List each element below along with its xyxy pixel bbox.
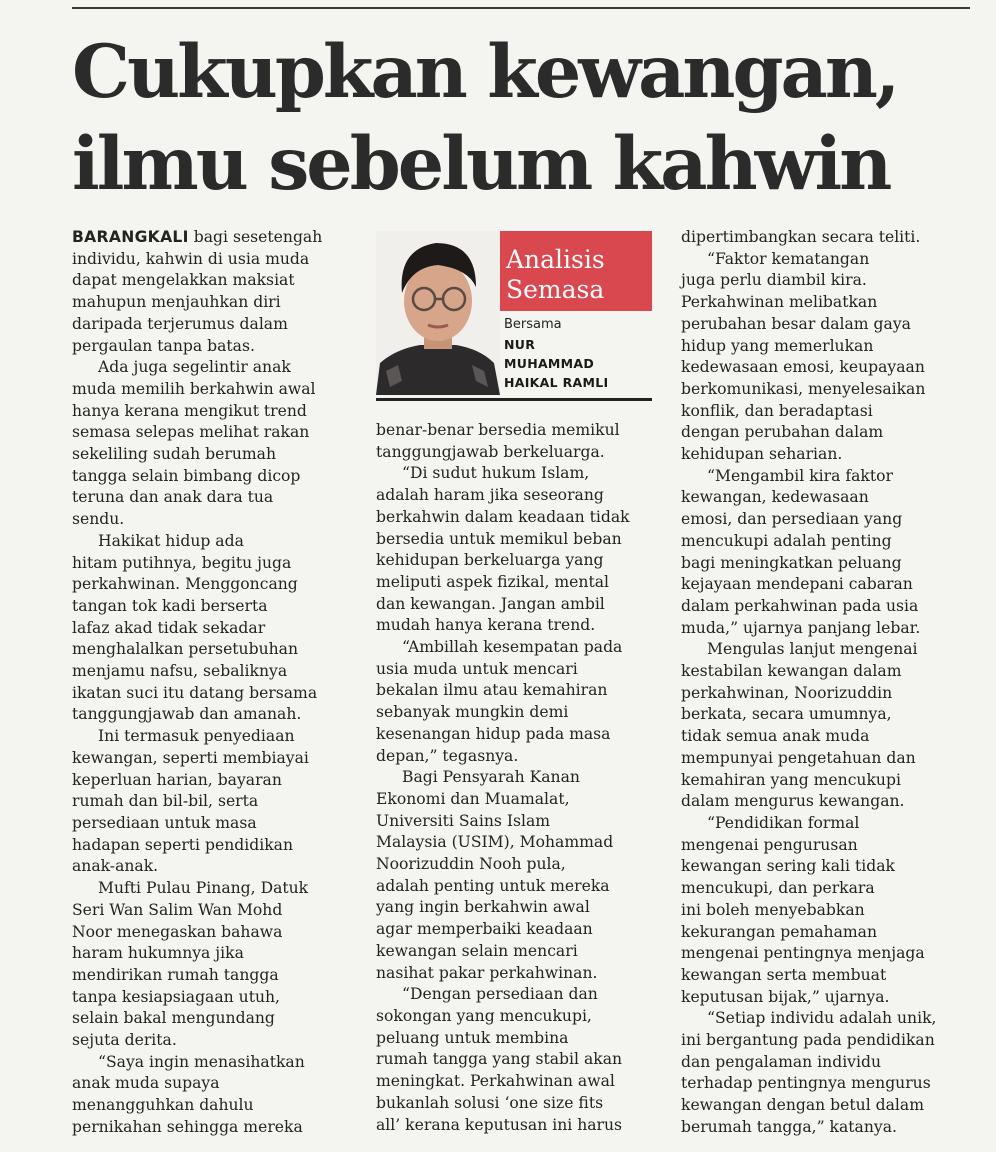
- text-line: mahupun menjauhkan diri: [72, 293, 281, 312]
- text-line: anak-anak.: [72, 857, 159, 876]
- text-line: hidup yang memerlukan: [681, 336, 874, 355]
- text-line: dipertimbangkan secara teliti.: [681, 228, 921, 246]
- article-column-1: [72, 227, 354, 1139]
- text-line: mengenai pentingnya menjaga: [681, 944, 925, 963]
- text-line: sendu.: [72, 510, 125, 529]
- text-line: haram hukumnya jika: [72, 944, 244, 963]
- text-line: juga perlu diambil kira.: [681, 271, 867, 290]
- text-line: daripada terjerumus dalam: [72, 314, 288, 333]
- text-line: dan pengalaman individu: [681, 1052, 882, 1071]
- text-line: berkomunikasi, menyelesaikan: [681, 379, 926, 398]
- text-line: sejuta derita.: [72, 1031, 177, 1050]
- paragraph-start-line: Mufti Pulau Pinang, Datuk: [98, 879, 309, 898]
- paragraph-start-line: Bagi Pensyarah Kanan: [402, 768, 580, 787]
- text-line: sokongan yang mencukupi,: [376, 1006, 592, 1025]
- text-line: kesenangan hidup pada masa: [376, 724, 611, 743]
- paragraph-start-line: Ada juga segelintir anak: [98, 358, 291, 377]
- paragraph-start-line: “Pendidikan formal: [707, 813, 860, 832]
- text-line: kejayaan mendepani cabaran: [681, 575, 913, 594]
- text-line: kewangan serta membuat: [681, 965, 887, 984]
- text-line: kewangan, kedewasaan: [681, 488, 869, 507]
- text-line: pernikahan sehingga mereka: [72, 1117, 303, 1136]
- text-line: sebanyak mungkin demi: [376, 703, 569, 722]
- text-line: perkahwinan. Menggoncang: [72, 575, 298, 594]
- paragraph-start-line: “Dengan persediaan dan: [402, 985, 598, 1004]
- text-line: kestabilan kewangan dalam: [681, 662, 902, 681]
- column-title-line-1: Analisis: [506, 245, 605, 274]
- text-line: depan,” tegasnya.: [376, 746, 519, 765]
- text-line: individu, kahwin di usia muda: [72, 249, 310, 268]
- headline-line-2: ilmu sebelum kahwin: [72, 121, 890, 207]
- text-line: keputusan bijak,” ujarnya.: [681, 987, 890, 1006]
- text-line: usia muda untuk mencari: [376, 659, 578, 678]
- column-title: [506, 245, 646, 305]
- lead-word: BARANGKALI: [72, 228, 189, 246]
- text-line: tanggungjawab dan amanah.: [72, 705, 302, 724]
- text-line: adalah penting untuk mereka: [376, 876, 610, 895]
- text-line: keperluan harian, bayaran: [72, 770, 282, 789]
- text-line: Seri Wan Salim Wan Mohd: [72, 900, 283, 919]
- headline-line-1: Cukupkan kewangan,: [72, 29, 898, 115]
- author-name-line-3: HAIKAL RAMLI: [504, 375, 609, 390]
- text-line: perkahwinan, Noorizuddin: [681, 683, 893, 702]
- text-line: sekeliling sudah berumah: [72, 445, 276, 464]
- author-name-line-1: NUR: [504, 337, 536, 352]
- text-line: kedewasaan emosi, keupayaan: [681, 358, 925, 377]
- text-line: ini bergantung pada pendidikan: [681, 1031, 935, 1050]
- text-line: kemahiran yang mencukupi: [681, 770, 901, 789]
- paragraph-start-line: “Ambillah kesempatan pada: [402, 638, 623, 657]
- text-line: all’ kerana keputusan ini harus: [376, 1115, 623, 1134]
- column-title-line-2: Semasa: [506, 275, 605, 304]
- text-line: agar memperbaiki keadaan: [376, 920, 593, 939]
- text-line: mendirikan rumah tangga: [72, 965, 279, 984]
- text-line: persediaan untuk masa: [72, 813, 257, 832]
- text-line: terhadap pentingnya mengurus: [681, 1074, 931, 1093]
- text-line: menjamu nafsu, sebaliknya: [72, 662, 288, 681]
- text-line: tangan tok kadi berserta: [72, 596, 268, 615]
- text-line: bekalan ilmu atau kemahiran: [376, 681, 608, 700]
- text-line: yang ingin berkahwin awal: [376, 898, 590, 917]
- column-1-line-1: [72, 227, 354, 249]
- author-name: [504, 335, 608, 392]
- text-line: kewangan sering kali tidak: [681, 857, 895, 876]
- text-line: selain bakal mengundang: [72, 1009, 275, 1028]
- author-name-line-2: MUHAMMAD: [504, 356, 595, 371]
- paragraph-start-line: “Di sudut hukum Islam,: [402, 464, 590, 483]
- text-line: tidak semua anak muda: [681, 727, 870, 746]
- text-line: dalam mengurus kewangan.: [681, 792, 905, 811]
- author-photo: [376, 231, 500, 395]
- lead-line-rest: bagi sesetengah: [188, 228, 323, 246]
- text-line: kewangan, seperti membiayai: [72, 748, 309, 767]
- text-line: meliputi aspek fizikal, mental: [376, 572, 610, 591]
- text-line: mudah hanya kerana trend.: [376, 616, 596, 635]
- top-rule: [72, 7, 970, 9]
- text-line: tanpa kesiapsiagaan utuh,: [72, 987, 281, 1006]
- text-line: dapat mengelakkan maksiat: [72, 271, 295, 290]
- text-line: berumah tangga,” katanya.: [681, 1117, 897, 1136]
- text-line: muda memilih berkahwin awal: [72, 379, 316, 398]
- text-line: pergaulan tanpa batas.: [72, 336, 255, 355]
- paragraph-start-line: “Faktor kematangan: [707, 249, 870, 268]
- text-line: mencukupi adalah penting: [681, 531, 892, 550]
- text-line: konflik, dan beradaptasi: [681, 401, 873, 420]
- text-line: ikatan suci itu datang bersama: [72, 683, 318, 702]
- text-line: peluang untuk membina: [376, 1028, 569, 1047]
- text-line: bagi meningkatkan peluang: [681, 553, 902, 572]
- text-line: Noorizuddin Nooh pula,: [376, 855, 566, 874]
- text-line: menghalalkan persetubuhan: [72, 640, 299, 659]
- text-line: dalam perkahwinan pada usia: [681, 596, 919, 615]
- text-line: adalah haram jika seseorang: [376, 486, 604, 505]
- text-line: mencukupi, dan perkara: [681, 879, 875, 898]
- text-line: berkata, secara umumnya,: [681, 705, 892, 724]
- text-line: emosi, dan persediaan yang: [681, 510, 903, 529]
- text-line: kehidupan seharian.: [681, 445, 843, 464]
- text-line: nasihat pakar perkahwinan.: [376, 963, 598, 982]
- text-line: lafaz akad tidak sekadar: [72, 618, 266, 637]
- text-line: bukanlah solusi ‘one size fits: [376, 1093, 604, 1112]
- text-line: perubahan besar dalam gaya: [681, 314, 911, 333]
- article-column-3: [681, 227, 971, 1139]
- text-line: rumah tangga yang stabil akan: [376, 1050, 623, 1069]
- text-line: menangguhkan dahulu: [72, 1096, 254, 1115]
- paragraph-start-line: Mengulas lanjut mengenai: [707, 640, 918, 659]
- headline: [72, 26, 972, 210]
- text-line: semasa selepas melihat rakan: [72, 423, 310, 442]
- text-line: rumah dan bil-bil, serta: [72, 792, 259, 811]
- paragraph-start-line: Hakikat hidup ada: [98, 531, 244, 550]
- text-line: mempunyai pengetahuan dan: [681, 748, 916, 767]
- text-line: tanggungjawab berkeluarga.: [376, 442, 605, 461]
- text-line: Malaysia (USIM), Mohammad: [376, 833, 614, 852]
- text-line: mengenai pengurusan: [681, 835, 858, 854]
- text-line: ini boleh menyebabkan: [681, 900, 865, 919]
- text-line: anak muda supaya: [72, 1074, 220, 1093]
- text-line: teruna dan anak dara tua: [72, 488, 274, 507]
- column-byline-box: [376, 231, 652, 401]
- text-line: meningkat. Perkahwinan awal: [376, 1072, 615, 1091]
- text-line: hanya kerana mengikut trend: [72, 401, 307, 420]
- paragraph-start-line: “Mengambil kira faktor: [707, 466, 893, 485]
- byline-with-label: Bersama: [504, 317, 562, 332]
- paragraph-start-line: “Setiap individu adalah unik,: [707, 1009, 937, 1028]
- text-line: Perkahwinan melibatkan: [681, 293, 878, 312]
- paragraph-start-line: Ini termasuk penyediaan: [98, 727, 295, 746]
- text-line: tangga selain bimbang dicop: [72, 466, 301, 485]
- text-line: berkahwin dalam keadaan tidak: [376, 507, 630, 526]
- text-line: hitam putihnya, begitu juga: [72, 553, 292, 572]
- text-line: dengan perubahan dalam: [681, 423, 884, 442]
- text-line: kewangan selain mencari: [376, 941, 578, 960]
- article-column-2: [376, 420, 658, 1136]
- author-portrait-icon: [376, 231, 500, 395]
- text-line: dan kewangan. Jangan ambil: [376, 594, 605, 613]
- paragraph-start-line: “Saya ingin menasihatkan: [98, 1052, 305, 1071]
- text-line: hadapan seperti pendidikan: [72, 835, 293, 854]
- text-line: Noor menegaskan bahawa: [72, 922, 283, 941]
- text-line: bersedia untuk memikul beban: [376, 529, 622, 548]
- text-line: Universiti Sains Islam: [376, 811, 551, 830]
- text-line: kekurangan pemahaman: [681, 922, 878, 941]
- text-line: kehidupan berkeluarga yang: [376, 551, 604, 570]
- text-line: muda,” ujarnya panjang lebar.: [681, 618, 921, 637]
- text-line: Ekonomi dan Muamalat,: [376, 789, 570, 808]
- text-line: benar-benar bersedia memikul: [376, 421, 620, 439]
- text-line: kewangan dengan betul dalam: [681, 1096, 924, 1115]
